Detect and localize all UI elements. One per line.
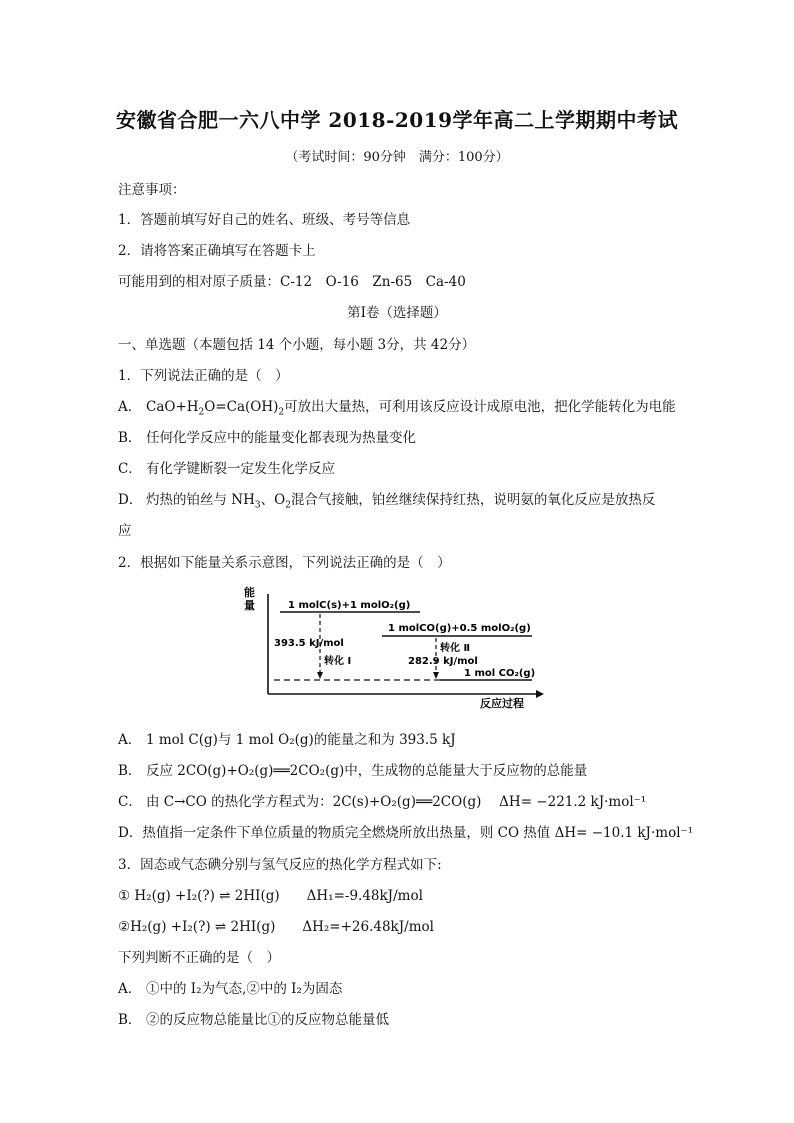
option-letter: B． <box>118 430 142 446</box>
question-2-option-c: C． 由 C→CO 的热化学方程式为：2C(s)+O₂(g)══2CO(g) ΔH= −221.2 kJ·mol⁻¹ <box>118 794 647 810</box>
level-1-label: 1 molC(s)+1 molO₂(g) <box>288 600 411 611</box>
option-letter: D． <box>118 492 143 508</box>
y-axis-label-2: 量 <box>244 599 255 612</box>
question-2-option-a: A． 1 mol C(g)与 1 mol O₂(g)的能量之和为 393.5 kJ <box>118 732 456 748</box>
equation-2: ②H₂(g) +I₂(?) ⇌ 2HI(g) ΔH₂=+26.48kJ/mol <box>118 919 434 935</box>
note-item-2: 2．请将答案正确填写在答题卡上 <box>118 243 316 259</box>
x-axis-label: 反应过程 <box>480 697 524 710</box>
question-3-stem: 3．固态或气态碘分别与氢气反应的热化学方程式如下: <box>118 857 442 873</box>
value-1-label: 393.5 kJ/mol <box>274 638 344 649</box>
option-letter: A． <box>118 399 142 415</box>
question-3-option-b: B． ②的反应物总能量比①的反应物总能量低 <box>118 1012 389 1028</box>
question-3-option-a: A． ①中的 I₂为气态,②中的 I₂为固态 <box>118 981 343 997</box>
atomic-mass-note: 可能用到的相对原子质量：C-12 O-16 Zn-65 Ca-40 <box>118 274 466 290</box>
conversion-1-label: 转化 Ⅰ <box>324 656 352 667</box>
level-2-label: 1 molCO(g)+0.5 molO₂(g) <box>388 623 531 634</box>
question-1-option-d: D． 灼热的铂丝与 $NH_3$、$O_2$混合气接触，铂丝继续保持红热，说明氨的氧化反应是放热反 <box>118 488 655 511</box>
page-title: 安徽省合肥一六八中学 2018-2019学年高二上学期期中考试 <box>115 108 679 132</box>
exam-info: （考试时间：90分钟 满分：100分） <box>285 150 509 165</box>
energy-diagram <box>240 584 550 710</box>
option-letter: C． <box>118 461 142 477</box>
conversion-2-arrowhead <box>433 672 439 679</box>
conversion-1-arrowhead <box>317 672 323 679</box>
notes-heading: 注意事项： <box>118 182 186 198</box>
question-2-option-d: D．热值指一定条件下单位质量的物质完全燃烧所放出热量，则 CO 热值 ΔH= −10.1 kJ·mol⁻¹ <box>118 825 694 841</box>
question-2-stem: 2．根据如下能量关系示意图，下列说法正确的是（ ） <box>118 555 451 571</box>
x-axis-arrow <box>536 690 544 698</box>
question-1-option-a: A． $CaO+H_2O=Ca(OH)_2$可放出大量热，可利用该反应设计成原电池，把化学能转化为电能 <box>118 395 676 418</box>
equation-1: ① H₂(g) +I₂(?) ⇌ 2HI(g) ΔH₁=-9.48kJ/mol <box>118 888 423 904</box>
y-axis-label-1: 能 <box>244 586 255 599</box>
section-heading: 一、单选题（本题包括 14 个小题，每小题 3分，共 42分） <box>118 337 476 353</box>
question-1-stem: 1．下列说法正确的是（ ） <box>118 368 289 384</box>
question-1-option-b: B． 任何化学反应中的能量变化都表现为热量变化 <box>118 426 416 446</box>
level-3-label: 1 mol CO₂(g) <box>464 668 536 679</box>
note-item-1: 1．答题前填写好自己的姓名、班级、考号等信息 <box>118 212 411 228</box>
question-1-option-d-cont: 应 <box>118 523 132 539</box>
question-1-option-c: C． 有化学键断裂一定发生化学反应 <box>118 457 335 477</box>
conversion-2-label: 转化 Ⅱ <box>440 643 471 654</box>
part-title: 第Ⅰ卷（选择题） <box>347 305 447 321</box>
question-2-option-b: B． 反应 2CO(g)+O₂(g)══2CO₂(g)中，生成物的总能量大于反应物的总能量 <box>118 763 588 779</box>
question-3-judge: 下列判断不正确的是（ ） <box>118 950 280 966</box>
value-2-label: 282.9 kJ/mol <box>408 656 478 667</box>
